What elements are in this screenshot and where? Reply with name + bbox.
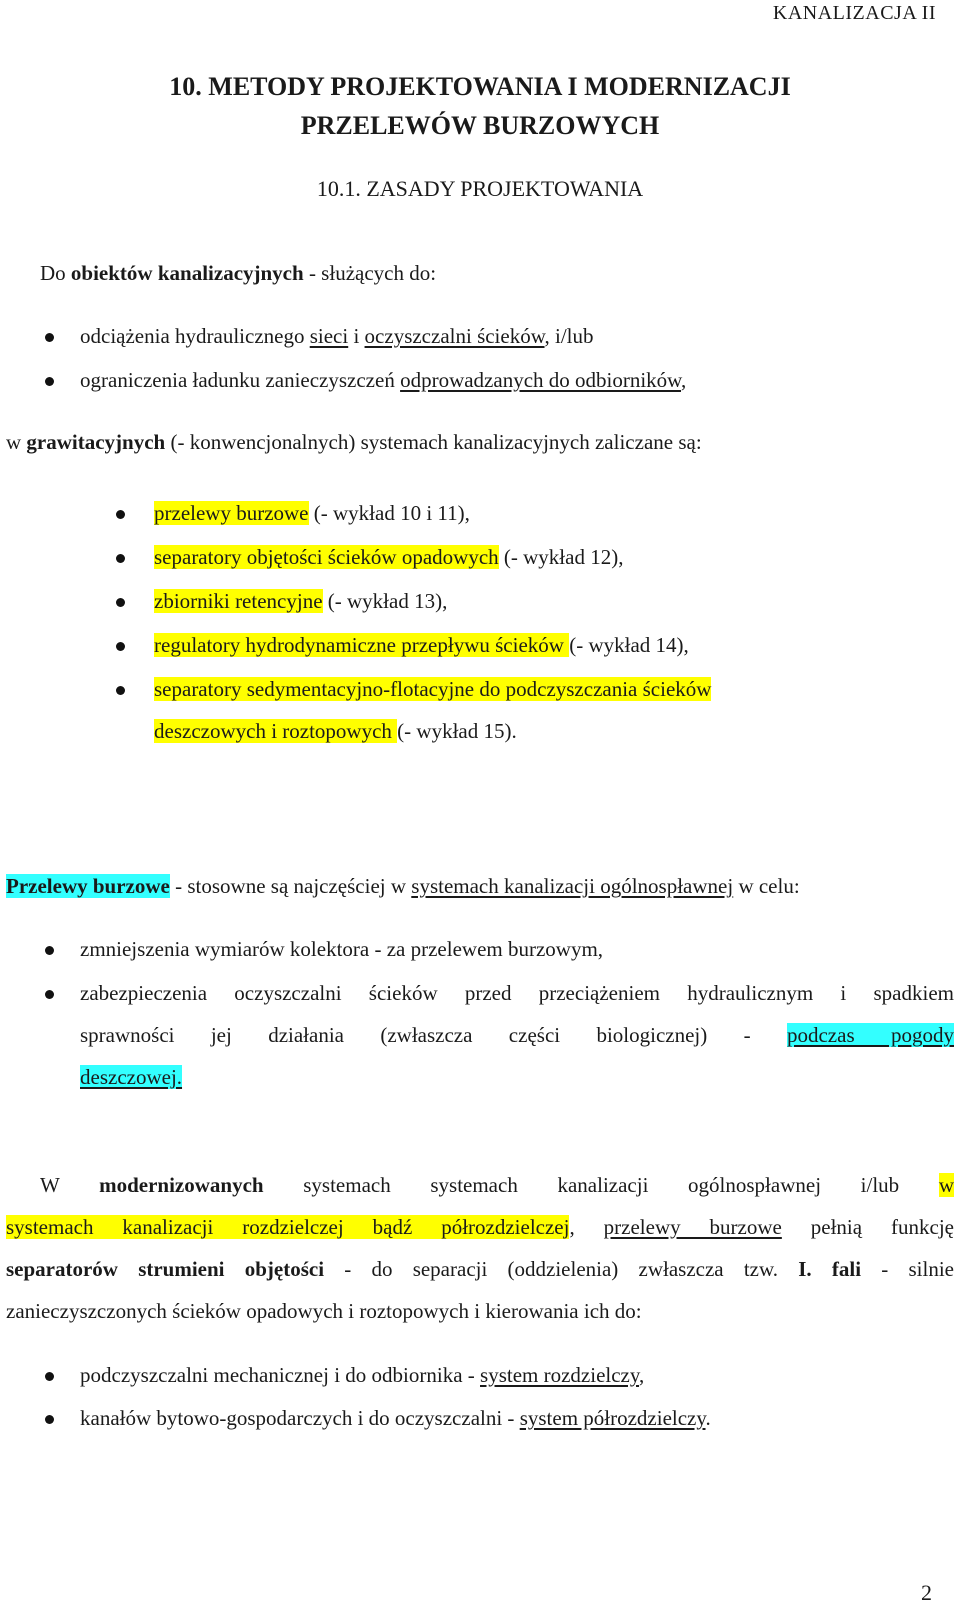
object-item-2 [154, 542, 623, 572]
intro-bullet-1-underline-a: sieci [309, 324, 349, 348]
bullet-icon [45, 1372, 54, 1381]
modern-l1-bold: modernizowanych [99, 1173, 264, 1197]
object-item-4-ref: (- wykład 14), [569, 633, 689, 657]
page-number: 2 [921, 1580, 932, 1605]
overflows-bullet-2-highlight-cont: deszczowej. [80, 1065, 183, 1089]
overflows-bullet-2-line1: zabezpieczenia oczyszczalni ścieków przed przeciążeniem hydraulicznym i spadkiem [80, 981, 954, 1005]
intro-sentence [6, 427, 702, 457]
modern-line3 [6, 1254, 954, 1284]
intro-bullet-2-underline: odprowadzanych do odbiorników [400, 368, 681, 392]
object-item-1-highlight: przelewy burzowe [154, 501, 309, 525]
object-item-5-line1 [154, 674, 711, 704]
overflows-bullet-2-line2 [80, 1020, 954, 1050]
overflows-bullet-2-highlight: podczas pogody [786, 1023, 954, 1047]
modern-line1 [40, 1170, 954, 1200]
object-item-4-highlight: regulatory hydrodynamiczne przepływu ścieków [154, 633, 570, 657]
bullet-icon [45, 1415, 54, 1424]
bullet-icon [116, 598, 125, 607]
overflows-underline: systemach kanalizacji ogólnospławnej [411, 874, 734, 898]
modern-l3-mid: - do separacji (oddzielenia) zwłaszcza tzw. [344, 1257, 799, 1281]
object-item-2-ref: (- wykład 12), [498, 545, 624, 569]
intro-sentence-bold: grawitacyjnych [26, 430, 166, 454]
overflows-pre: - stosowne są najczęściej w [169, 874, 412, 898]
intro-bullet-1-mid: i [348, 324, 365, 348]
running-header: KANALIZACJA II [772, 2, 936, 24]
intro-lead [40, 258, 436, 288]
overflows-bullet-2-text: sprawności jej działania (zwłaszcza części biologicznej) - [80, 1023, 787, 1047]
intro-bullet-2 [80, 365, 686, 395]
bullet-icon [45, 333, 54, 342]
overflows-lead [6, 871, 800, 901]
object-item-1-ref: (- wykład 10 i 11), [308, 501, 470, 525]
intro-bullet-2-post: , [680, 368, 687, 392]
intro-lead-pre: Do [40, 261, 71, 285]
bullet-icon [45, 377, 54, 386]
overflows-post: w celu: [733, 874, 800, 898]
bullet-icon [116, 510, 125, 519]
bullet-icon [116, 686, 125, 695]
object-item-4 [154, 630, 689, 660]
modern-bullet-2 [80, 1403, 711, 1433]
section-heading: 10.1. ZASADY PROJEKTOWANIA [316, 176, 644, 201]
chapter-title-line1: 10. METODY PROJEKTOWANIA I MODERNIZACJI [169, 72, 791, 101]
modern-line4: zanieczyszczonych ścieków opadowych i roztopowych i kierowania ich do: [6, 1299, 642, 1323]
modern-line2 [6, 1212, 954, 1242]
modern-bullet-1-underline: system rozdzielczy [480, 1363, 640, 1387]
object-item-3-ref: (- wykład 13), [322, 589, 448, 613]
modern-bullet-2-text: kanałów bytowo-gospodarczych i do oczyszczalni - [80, 1406, 520, 1430]
intro-bullet-2-text: ograniczenia ładunku zanieczyszczeń [80, 368, 401, 392]
object-item-5-line2 [154, 716, 517, 746]
object-item-3-highlight: zbiorniki retencyjne [154, 589, 323, 613]
modern-bullet-2-underline: system półrozdzielczy [519, 1406, 706, 1430]
object-item-1 [154, 498, 470, 528]
modern-l3-bold: separatorów strumieni objętości [6, 1257, 325, 1281]
intro-bullet-1-text: odciążenia hydraulicznego [80, 324, 310, 348]
intro-bullet-1-post: , i/lub [544, 324, 594, 348]
object-item-5-highlight-cont: deszczowych i roztopowych [154, 719, 398, 743]
overflows-term: Przelewy burzowe [6, 874, 170, 898]
intro-sentence-pre: w [6, 430, 27, 454]
bullet-icon [116, 642, 125, 651]
modern-l3-post: - silnie [881, 1257, 954, 1281]
modern-l1-highlight: w [938, 1173, 954, 1197]
modern-bullet-1-post: , [639, 1363, 645, 1387]
modern-l2-post: pełnią funkcję [810, 1215, 954, 1239]
modern-l2-mid: , [569, 1215, 604, 1239]
modern-l3-bold2: I. fali [798, 1257, 862, 1281]
chapter-title-line2: PRZELEWÓW BURZOWYCH [300, 111, 660, 140]
object-item-2-highlight: separatory objętości ścieków opadowych [154, 545, 499, 569]
intro-lead-post: - służących do: [303, 261, 437, 285]
intro-lead-bold: obiektów kanalizacyjnych [70, 261, 304, 285]
object-item-3 [154, 586, 447, 616]
overflows-bullet-2-line3 [80, 1062, 182, 1092]
intro-bullet-1-underline-b: oczyszczalni ścieków [364, 324, 545, 348]
modern-l2-underline: przelewy burzowe [603, 1215, 782, 1239]
object-item-5-ref: (- wykład 15). [397, 719, 517, 743]
modern-bullet-1-text: podczyszczalni mechanicznej i do odbiornika - [80, 1363, 481, 1387]
intro-bullet-1 [80, 321, 594, 351]
modern-l1-post: systemach systemach kanalizacji ogólnospławnej i/lub [303, 1173, 939, 1197]
bullet-icon [45, 990, 54, 999]
bullet-icon [116, 554, 125, 563]
modern-l2-highlight: systemach kanalizacji rozdzielczej bądź półrozdzielczej [6, 1215, 570, 1239]
intro-sentence-post: (- konwencjonalnych) systemach kanalizacyjnych zaliczane są: [165, 430, 702, 454]
modern-bullet-2-post: . [705, 1406, 711, 1430]
modern-l1-pre: W [40, 1173, 100, 1197]
overflows-bullet-1: zmniejszenia wymiarów kolektora - za przelewem burzowym, [80, 937, 604, 961]
modern-bullet-1 [80, 1360, 644, 1390]
bullet-icon [45, 946, 54, 955]
object-item-5-highlight: separatory sedymentacyjno-flotacyjne do podczyszczania ścieków [154, 677, 712, 701]
